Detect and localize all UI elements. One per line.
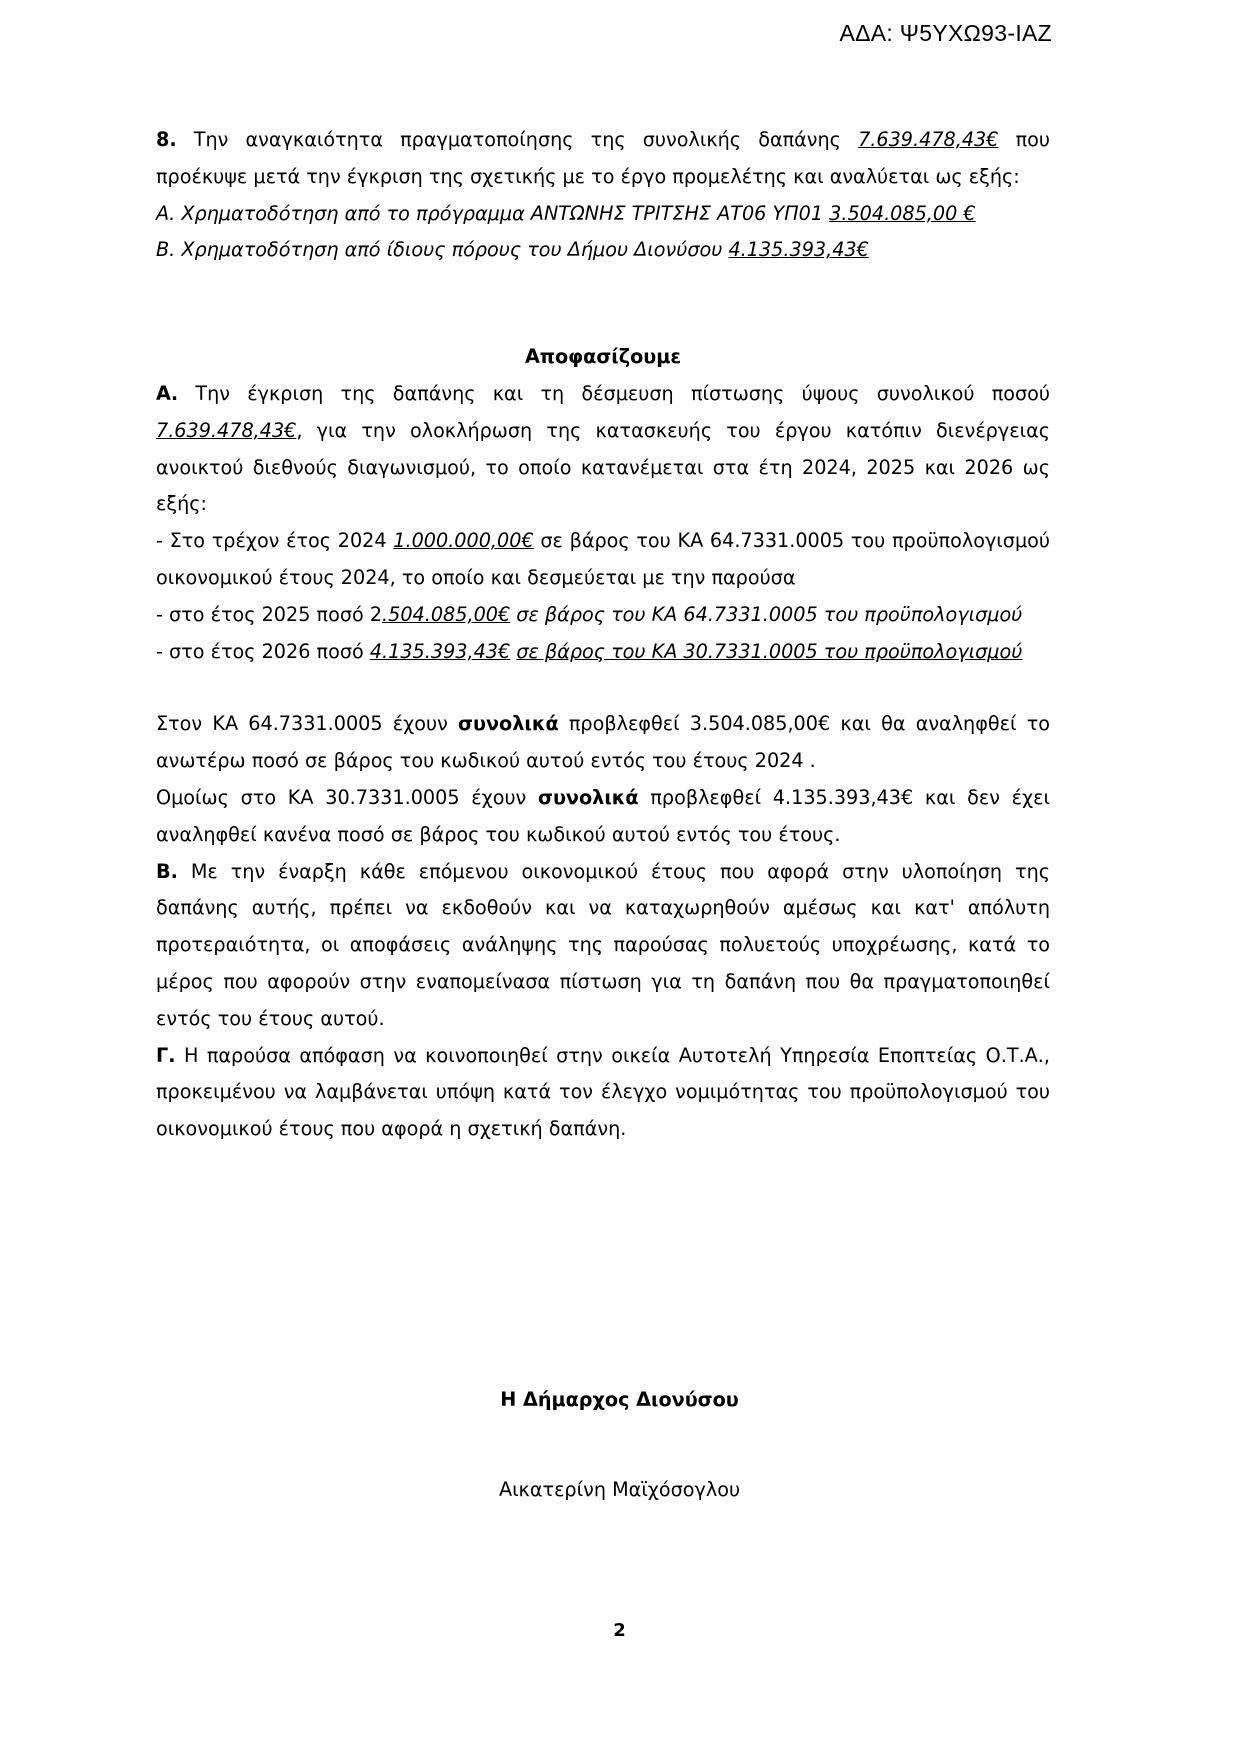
item-8-paragraph: [156, 122, 1050, 196]
funding-line-b-text: Β. Χρηματοδότηση από ίδιους πόρους του Δήμου Διονύσου: [156, 238, 729, 262]
budget-note-30-bold: συνολικά: [538, 785, 639, 809]
document-body: [156, 122, 1050, 1148]
budget-note-30-text-start: Ομοίως στο ΚΑ 30.7331.0005 έχουν: [156, 785, 539, 809]
decision-a-paragraph: [156, 376, 1050, 523]
allocation-2026-amount: 4.135.393,43€: [369, 639, 511, 663]
allocation-2024-amount: 1.000.000,00€: [393, 529, 534, 553]
funding-line-b: [156, 232, 1050, 269]
funding-line-a-amount: 3.504.085,00 €: [829, 201, 976, 225]
allocation-2025-text-end: σε βάρος του ΚΑ 64.7331.0005 του προϋπολογισμού: [510, 602, 1023, 626]
signatory-name: Αικατερίνη Μαϊχόσογλου: [498, 1478, 741, 1501]
budget-note-64-text-end: προβλεφθεί 3.504.085,00€ και θα αναληφθεί το ανωτέρω ποσό σε βάρος του κωδικού αυτού εντός του έτους 2024 .: [156, 712, 1050, 773]
decision-g-paragraph: [156, 1038, 1050, 1148]
allocation-2026-text-start: - στο έτος 2026 ποσό: [156, 639, 370, 663]
item-8-total-amount: 7.639.478,43€: [858, 128, 999, 151]
decision-a-text-end: , για την ολοκλήρωση της κατασκευής του έργου κατόπιν διενέργειας ανοικτού διεθνούς διαγωνισμού, το οποίο κατανέμεται στα έτη 2024, 2025 και 2026 ως εξής:: [156, 418, 1050, 516]
allocation-2025-text-start: - στο έτος 2025 ποσό 2: [156, 602, 383, 626]
decision-a-amount: 7.639.478,43€: [156, 418, 297, 442]
decision-b-label: Β.: [156, 859, 178, 883]
allocation-2024-text-start: - Στο τρέχον έτος 2024: [156, 529, 394, 553]
funding-line-a-text: Α. Χρηματοδότηση από το πρόγραμμα ΑΝΤΩΝΗΣ ΤΡΙΤΣΗΣ ΑΤ06 ΥΠ01: [156, 201, 830, 225]
page-number: 2: [613, 1620, 626, 1641]
decision-b-text: Με την έναρξη κάθε επόμενου οικονομικού έτους που αφορά στην υλοποίηση της δαπάνης αυτής, πρέπει να εκδοθούν και να καταχωρηθούν αμέσως και κατ' απόλυτη προτεραιότητα, οι αποφάσεις ανάληψης της παρούσας πολυετούς υποχρέωσης, κατά το μέρος που αφορούν στην εναπομείνασα πίστωση για τη δαπάνη που θα πραγματοποιηθεί εντός του έτους αυτού.: [156, 859, 1050, 1030]
budget-note-64-bold: συνολικά: [458, 712, 559, 736]
budget-note-64-text-start: Στον ΚΑ 64.7331.0005 έχουν: [156, 712, 459, 736]
budget-note-30: [156, 780, 1050, 854]
funding-line-a: [156, 196, 1050, 233]
budget-note-64: [156, 706, 1050, 780]
decision-a-text-start: Την έγκριση της δαπάνης και τη δέσμευση πίστωσης ύψους συνολικού ποσού: [178, 381, 1050, 405]
allocation-2025: [156, 597, 1050, 634]
decision-b-paragraph: [156, 854, 1050, 1038]
allocation-2024: [156, 523, 1050, 597]
decision-a-label: Α.: [156, 381, 179, 405]
decision-g-text: Η παρούσα απόφαση να κοινοποιηθεί στην οικεία Αυτοτελή Υπηρεσία Εποπτείας Ο.Τ.Α., προκειμένου να λαμβάνεται υπόψη κατά τον έλεγχο νομιμότητας του προϋπολογισμού του οικονομικού έτους που αφορά η σχετική δαπάνη.: [156, 1043, 1050, 1141]
allocation-2025-amount: .504.085,00€: [382, 602, 511, 626]
ada-code: ΑΔΑ: Ψ5ΥΧΩ93-ΙΑΖ: [839, 20, 1052, 46]
allocation-2026: [156, 634, 1050, 671]
signatory-title: Η Δήμαρχος Διονύσου: [500, 1388, 739, 1411]
item-8-number: 8.: [156, 128, 177, 151]
budget-note-30-text-end: προβλεφθεί 4.135.393,43€ και δεν έχει αναληφθεί κανένα ποσό σε βάρος του κωδικού αυτού εντός του έτους.: [156, 785, 1050, 846]
decision-heading: Αποφασίζουμε: [524, 345, 682, 369]
funding-line-b-amount: 4.135.393,43€: [728, 238, 869, 262]
allocation-2024-text-end: σε βάρος του ΚΑ 64.7331.0005 του προϋπολογισμού οικονομικού έτους 2024, το οποίο και δεσμεύεται με την παρούσα: [156, 529, 1050, 589]
item-8-text-end: που προέκυψε μετά την έγκριση της σχετικής με το έργο προμελέτης και αναλύεται ως εξής:: [156, 128, 1050, 188]
decision-g-label: Γ.: [156, 1043, 176, 1067]
allocation-2026-text-end: σε βάρος του ΚΑ 30.7331.0005 του προϋπολογισμού: [516, 639, 1023, 663]
spacer: [156, 670, 1050, 706]
item-8-text-start: Την αναγκαιότητα πραγματοποίησης της συνολικής δαπάνης: [176, 128, 859, 151]
